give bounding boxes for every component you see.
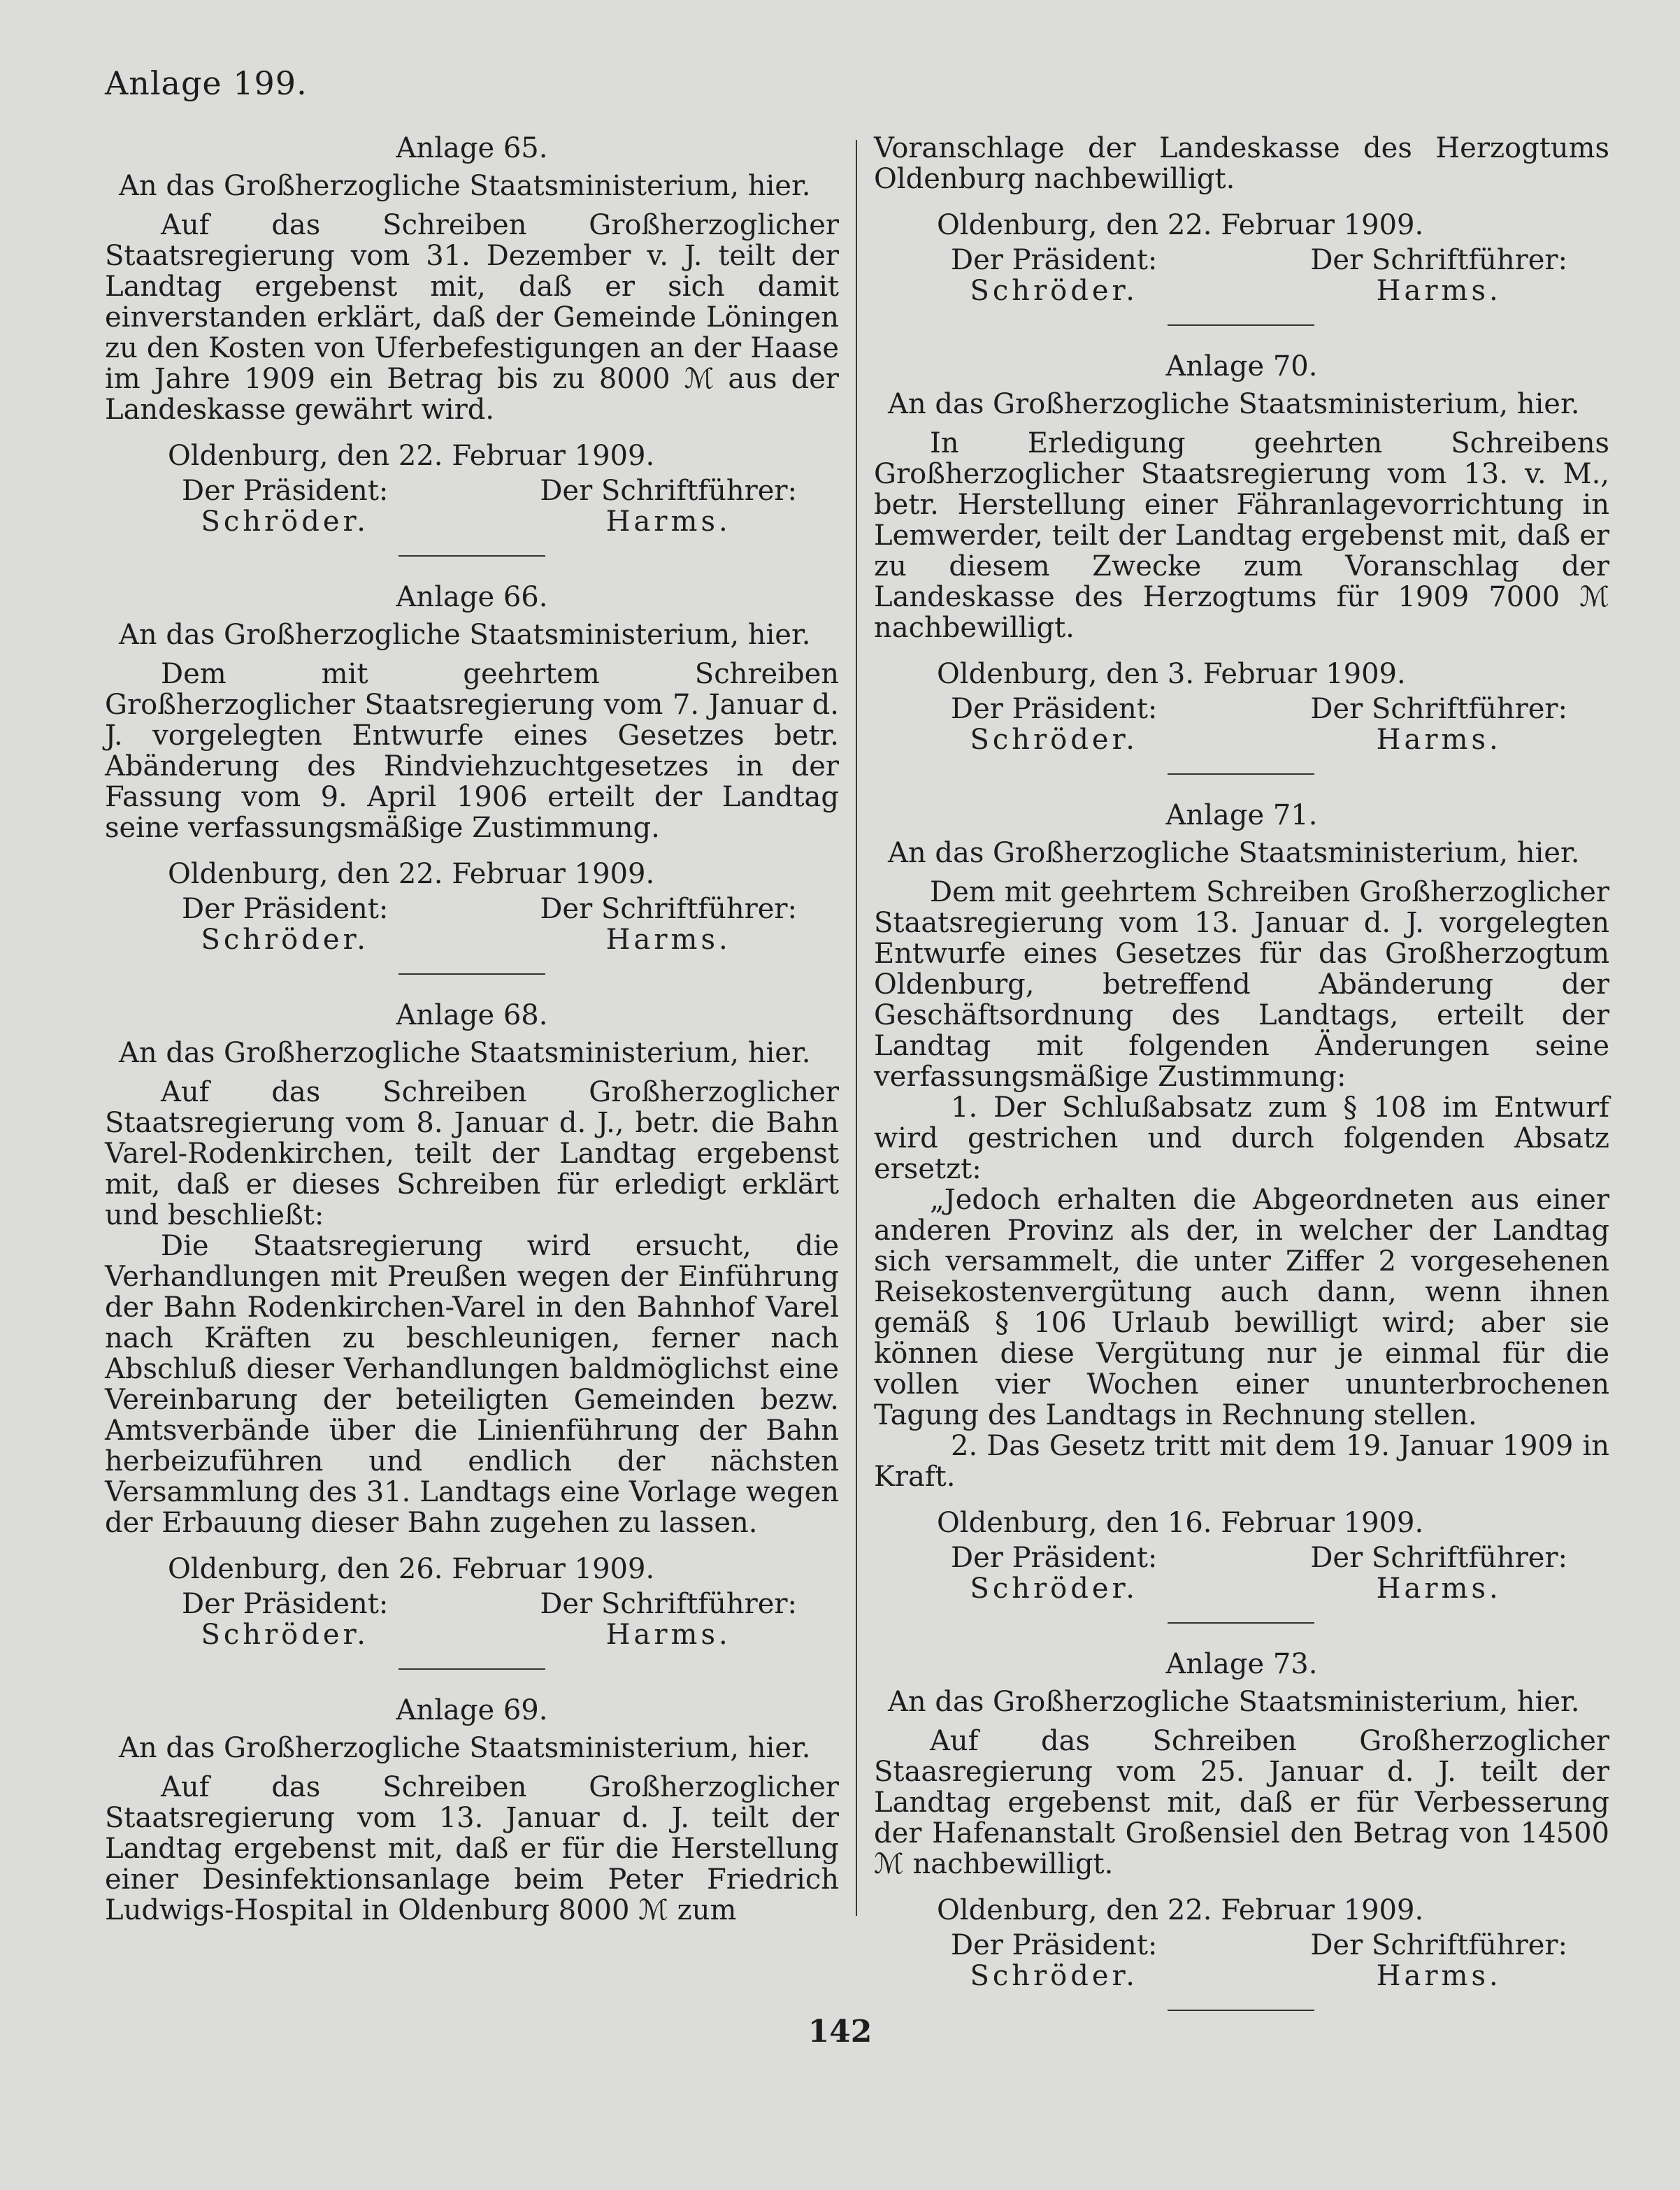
place-date: Oldenburg, den 22. Februar 1909. xyxy=(937,209,1424,241)
signature-role: Der Präsident: xyxy=(182,1588,389,1620)
signature-name: Harms. xyxy=(1376,1573,1502,1605)
running-head: Anlage 199. xyxy=(105,64,308,102)
section-anlage-66 xyxy=(105,582,839,975)
signature-name: Harms. xyxy=(1376,724,1502,756)
signature-role: Der Schriftführer: xyxy=(540,1588,797,1620)
place-date: Oldenburg, den 22. Februar 1909. xyxy=(937,1894,1424,1926)
section-address: An das Großherzogliche Staatsministerium, hier. xyxy=(119,619,811,651)
signature-secretary xyxy=(1310,1543,1567,1604)
section-anlage-69-continued xyxy=(874,133,1609,326)
signature-president xyxy=(951,1930,1157,1991)
section-address: An das Großherzogliche Staatsministerium, hier. xyxy=(888,388,1580,420)
signature-secretary xyxy=(1310,245,1567,306)
section-separator xyxy=(1168,324,1314,326)
signatures xyxy=(951,1930,1567,1991)
signature-secretary xyxy=(1310,1930,1567,1991)
section-address: An das Großherzogliche Staatsministerium, hier. xyxy=(119,170,811,202)
section-anlage-70 xyxy=(874,351,1609,775)
amendment-item-1: 1. Der Schlußabsatz zum § 108 im Entwurf wird gestrichen und durch folgenden Absatz ersetzt: xyxy=(874,1092,1609,1185)
left-column xyxy=(105,133,839,1926)
section-anlage-71 xyxy=(874,800,1609,1624)
section-body: Auf das Schreiben Großherzoglicher Staasregierung vom 25. Januar d. J. teilt der Landtag ergebenst mit, daß er für Verbesserung der Hafenanstalt Großensiel den Betrag von 14500 ℳ nachbewilligt. xyxy=(874,1725,1609,1880)
page-number: 142 xyxy=(807,2014,873,2049)
section-separator xyxy=(1168,1622,1314,1624)
section-title: Anlage 68. xyxy=(396,999,548,1031)
signature-president xyxy=(951,245,1157,306)
place-date: Oldenburg, den 22. Februar 1909. xyxy=(168,440,655,472)
section-body: Dem mit geehrtem Schreiben Großherzoglicher Staatsregierung vom 13. Januar d. J. vorgelegten Entwurfe eines Gesetzes für das Großherzogtum Oldenburg, betreffend Abänderung der Geschäftsordnung des Landtags, erteilt der Landtag mit folgenden Änderungen seine verfassungsmäßige Zustimmung: xyxy=(874,876,1609,1093)
section-title: Anlage 65. xyxy=(396,132,548,164)
signatures xyxy=(182,475,797,537)
signature-president xyxy=(182,894,388,955)
signature-name: Harms. xyxy=(605,506,731,538)
section-anlage-68 xyxy=(105,1000,839,1670)
signature-president xyxy=(951,1543,1157,1604)
signature-president xyxy=(182,1589,388,1650)
section-separator xyxy=(399,1668,545,1670)
column-divider xyxy=(856,140,857,1916)
section-separator xyxy=(399,555,545,557)
place-date: Oldenburg, den 3. Februar 1909. xyxy=(937,658,1406,690)
section-body: Auf das Schreiben Großherzoglicher Staatsregierung vom 8. Januar d. J., betr. die Bahn Varel-Rodenkirchen, teilt der Landtag ergebenst mit, daß er dieses Schreiben für erledigt erklärt und beschließt: xyxy=(105,1076,839,1231)
signatures xyxy=(182,894,797,955)
place-date: Oldenburg, den 26. Februar 1909. xyxy=(168,1553,655,1585)
section-anlage-65 xyxy=(105,133,839,557)
signature-name: Harms. xyxy=(1376,1960,1502,1992)
signature-name: Schröder. xyxy=(201,506,369,538)
section-title: Anlage 71. xyxy=(1165,799,1318,831)
section-resolution: Die Staatsregierung wird ersucht, die Verhandlungen mit Preußen wegen der Einführung der Bahn Rodenkirchen-Varel in den Bahnhof Varel nach Kräften zu beschleunigen, ferner nach Abschluß dieser Verhandlungen baldmöglichst eine Vereinbarung der beteiligten Gemeinden bezw. Amtsverbände über die Linienführung der Bahn herbeizuführen und endlich der nächsten Versammlung des 31. Landtags eine Vorlage wegen der Erbauung dieser Bahn zugehen zu lassen. xyxy=(105,1230,839,1539)
signature-role: Der Präsident: xyxy=(951,1929,1158,1961)
place-date: Oldenburg, den 22. Februar 1909. xyxy=(168,858,655,890)
section-body-continued: Voranschlage der Landeskasse des Herzogtums Oldenburg nachbewilligt. xyxy=(874,132,1609,195)
signature-role: Der Präsident: xyxy=(182,893,389,925)
section-title: Anlage 69. xyxy=(396,1694,548,1726)
signature-role: Der Schriftführer: xyxy=(1310,1542,1567,1574)
place-date: Oldenburg, den 16. Februar 1909. xyxy=(937,1507,1424,1539)
signature-name: Schröder. xyxy=(970,724,1138,756)
section-anlage-73 xyxy=(874,1649,1609,2011)
signature-role: Der Präsident: xyxy=(951,244,1158,276)
section-address: An das Großherzogliche Staatsministerium, hier. xyxy=(119,1037,811,1069)
signature-president xyxy=(951,694,1157,755)
signature-secretary xyxy=(540,894,797,955)
right-column xyxy=(874,133,1609,2036)
amendment-item-2: 2. Das Gesetz tritt mit dem 19. Januar 1909 in Kraft. xyxy=(874,1430,1609,1493)
section-separator xyxy=(1168,773,1314,775)
signature-role: Der Schriftführer: xyxy=(540,893,797,925)
signature-secretary xyxy=(540,475,797,537)
signature-name: Schröder. xyxy=(201,1619,369,1651)
signature-name: Schröder. xyxy=(970,1960,1138,1992)
signature-role: Der Präsident: xyxy=(951,693,1158,725)
section-body: In Erledigung geehrten Schreibens Großherzoglicher Staatsregierung vom 13. v. M., betr. Herstellung einer Fähranlagevorrichtung in Lemwerder, teilt der Landtag ergebenst mit, daß er zu diesem Zwecke zum Voranschlag der Landeskasse des Herzogtums für 1909 7000 ℳ nachbewilligt. xyxy=(874,427,1609,644)
section-address: An das Großherzogliche Staatsministerium, hier. xyxy=(119,1732,811,1764)
section-anlage-69 xyxy=(105,1695,839,1926)
section-separator xyxy=(1168,2010,1314,2011)
section-address: An das Großherzogliche Staatsministerium, hier. xyxy=(888,837,1580,869)
signature-name: Schröder. xyxy=(201,924,369,956)
amendment-quote: „Jedoch erhalten die Abgeordneten aus einer anderen Provinz als der, in welcher der Landtag sich versammelt, die unter Ziffer 2 vorgesehenen Reisekostenvergütung auch dann, wenn ihnen gemäß § 106 Urlaub bewilligt wird; aber sie können diese Vergütung nur je einmal für die vollen vier Wochen einer ununterbrochenen Tagung des Landtags in Rechnung stellen. xyxy=(874,1184,1609,1431)
signatures xyxy=(182,1589,797,1650)
signature-president xyxy=(182,475,388,537)
signature-role: Der Präsident: xyxy=(951,1542,1158,1574)
signature-name: Schröder. xyxy=(970,275,1138,307)
signature-role: Der Schriftführer: xyxy=(1310,244,1567,276)
signatures xyxy=(951,245,1567,306)
signatures xyxy=(951,1543,1567,1604)
section-title: Anlage 73. xyxy=(1165,1648,1318,1680)
signature-name: Schröder. xyxy=(970,1573,1138,1605)
section-title: Anlage 66. xyxy=(396,581,548,613)
signatures xyxy=(951,694,1567,755)
signature-name: Harms. xyxy=(605,1619,731,1651)
signature-role: Der Schriftführer: xyxy=(1310,1929,1567,1961)
section-address: An das Großherzogliche Staatsministerium, hier. xyxy=(888,1686,1580,1718)
section-body: Auf das Schreiben Großherzoglicher Staatsregierung vom 13. Januar d. J. teilt der Landtag ergebenst mit, daß er für die Herstellung einer Desinfektionsanlage beim Peter Friedrich Ludwigs-Hospital in Oldenburg 8000 ℳ zum xyxy=(105,1771,839,1926)
signature-secretary xyxy=(540,1589,797,1650)
signature-role: Der Schriftführer: xyxy=(540,475,797,507)
section-separator xyxy=(399,973,545,975)
section-body: Auf das Schreiben Großherzoglicher Staatsregierung vom 31. Dezember v. J. teilt der Landtag ergebenst mit, daß er sich damit einverstanden erklärt, daß der Gemeinde Löningen zu den Kosten von Uferbefestigungen an der Haase im Jahre 1909 ein Betrag bis zu 8000 ℳ aus der Landeskasse gewährt wird. xyxy=(105,209,839,426)
signature-secretary xyxy=(1310,694,1567,755)
section-body: Dem mit geehrtem Schreiben Großherzoglicher Staatsregierung vom 7. Januar d. J. vorgelegten Entwurfe eines Gesetzes betr. Abänderung des Rindviehzuchtgesetzes in der Fassung vom 9. April 1906 erteilt der Landtag seine verfassungsmäßige Zustimmung. xyxy=(105,658,839,844)
signature-name: Harms. xyxy=(605,924,731,956)
signature-name: Harms. xyxy=(1376,275,1502,307)
signature-role: Der Präsident: xyxy=(182,475,389,507)
signature-role: Der Schriftführer: xyxy=(1310,693,1567,725)
section-title: Anlage 70. xyxy=(1165,350,1318,382)
